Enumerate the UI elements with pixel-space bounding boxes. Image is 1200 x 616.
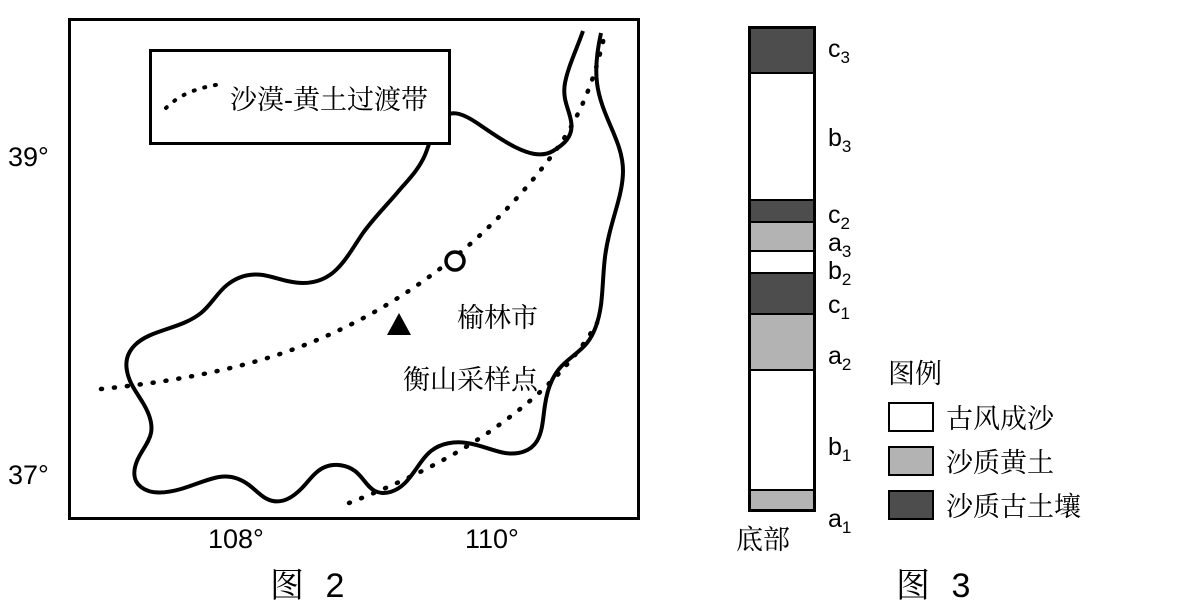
figure-3-caption: 图 3 (896, 567, 977, 605)
column-bed-b3 (751, 74, 813, 200)
bed-label-c1: $c_1$ (828, 291, 850, 323)
longitude-tick-108: 108° (208, 524, 264, 554)
column-bed-b2 (751, 252, 813, 274)
figure-2-caption: 图 2 (270, 567, 351, 605)
transition-belt-legend-icon (164, 82, 224, 112)
column-bed-b1 (751, 371, 813, 491)
bed-label-a3: $a_3$ (828, 229, 852, 261)
legend-item (888, 397, 1168, 436)
figure-3-stratigraphic-column (700, 0, 1200, 616)
city-marker-yulin (446, 252, 464, 270)
bed-label-b1: $b_1$ (828, 433, 852, 465)
column-bed-a1 (751, 491, 813, 509)
legend-label-sandy-paleosol: 沙质古土壤 (946, 492, 1081, 522)
map-legend-box (149, 49, 451, 145)
bed-label-b2: $b_2$ (828, 257, 852, 289)
column-bottom-label: 底部 (736, 525, 790, 555)
figure-3-legend (888, 352, 1168, 529)
bed-label-c2: $c_2$ (828, 201, 850, 233)
legend-title: 图例 (888, 359, 942, 389)
column-bed-c2 (751, 201, 813, 223)
latitude-tick-39: 39° (8, 142, 49, 172)
city-label-yulin: 榆林市 (457, 303, 538, 333)
legend-swatch-sandy-paleosol (888, 490, 934, 520)
legend-swatch-aeolian-sand (888, 402, 934, 432)
column-bed-a2 (751, 315, 813, 370)
sampling-site-label: 衡山采样点 (403, 365, 538, 395)
legend-label-sandy-loess: 沙质黄土 (946, 448, 1054, 478)
sampling-site-marker (387, 313, 411, 335)
transition-belt-line-lower (349, 323, 597, 503)
latitude-tick-37: 37° (8, 460, 49, 490)
bed-label-a2: $a_2$ (828, 342, 852, 374)
longitude-tick-110: 110° (465, 524, 519, 554)
legend-item (888, 441, 1168, 480)
bed-label-b3: $b_3$ (828, 124, 852, 156)
column-bed-c1 (751, 274, 813, 315)
column-bed-a3 (751, 223, 813, 253)
legend-item (888, 485, 1168, 524)
bed-label-c3: $c_3$ (828, 35, 850, 67)
legend-swatch-sandy-loess (888, 446, 934, 476)
map-plot-frame (68, 18, 640, 520)
stratigraphic-column (748, 26, 816, 512)
bed-label-a1: $a_1$ (828, 505, 852, 537)
column-bed-c3 (751, 29, 813, 74)
legend-label-aeolian-sand: 古风成沙 (946, 404, 1054, 434)
map-legend-label: 沙漠-黄土过渡带 (230, 85, 428, 115)
